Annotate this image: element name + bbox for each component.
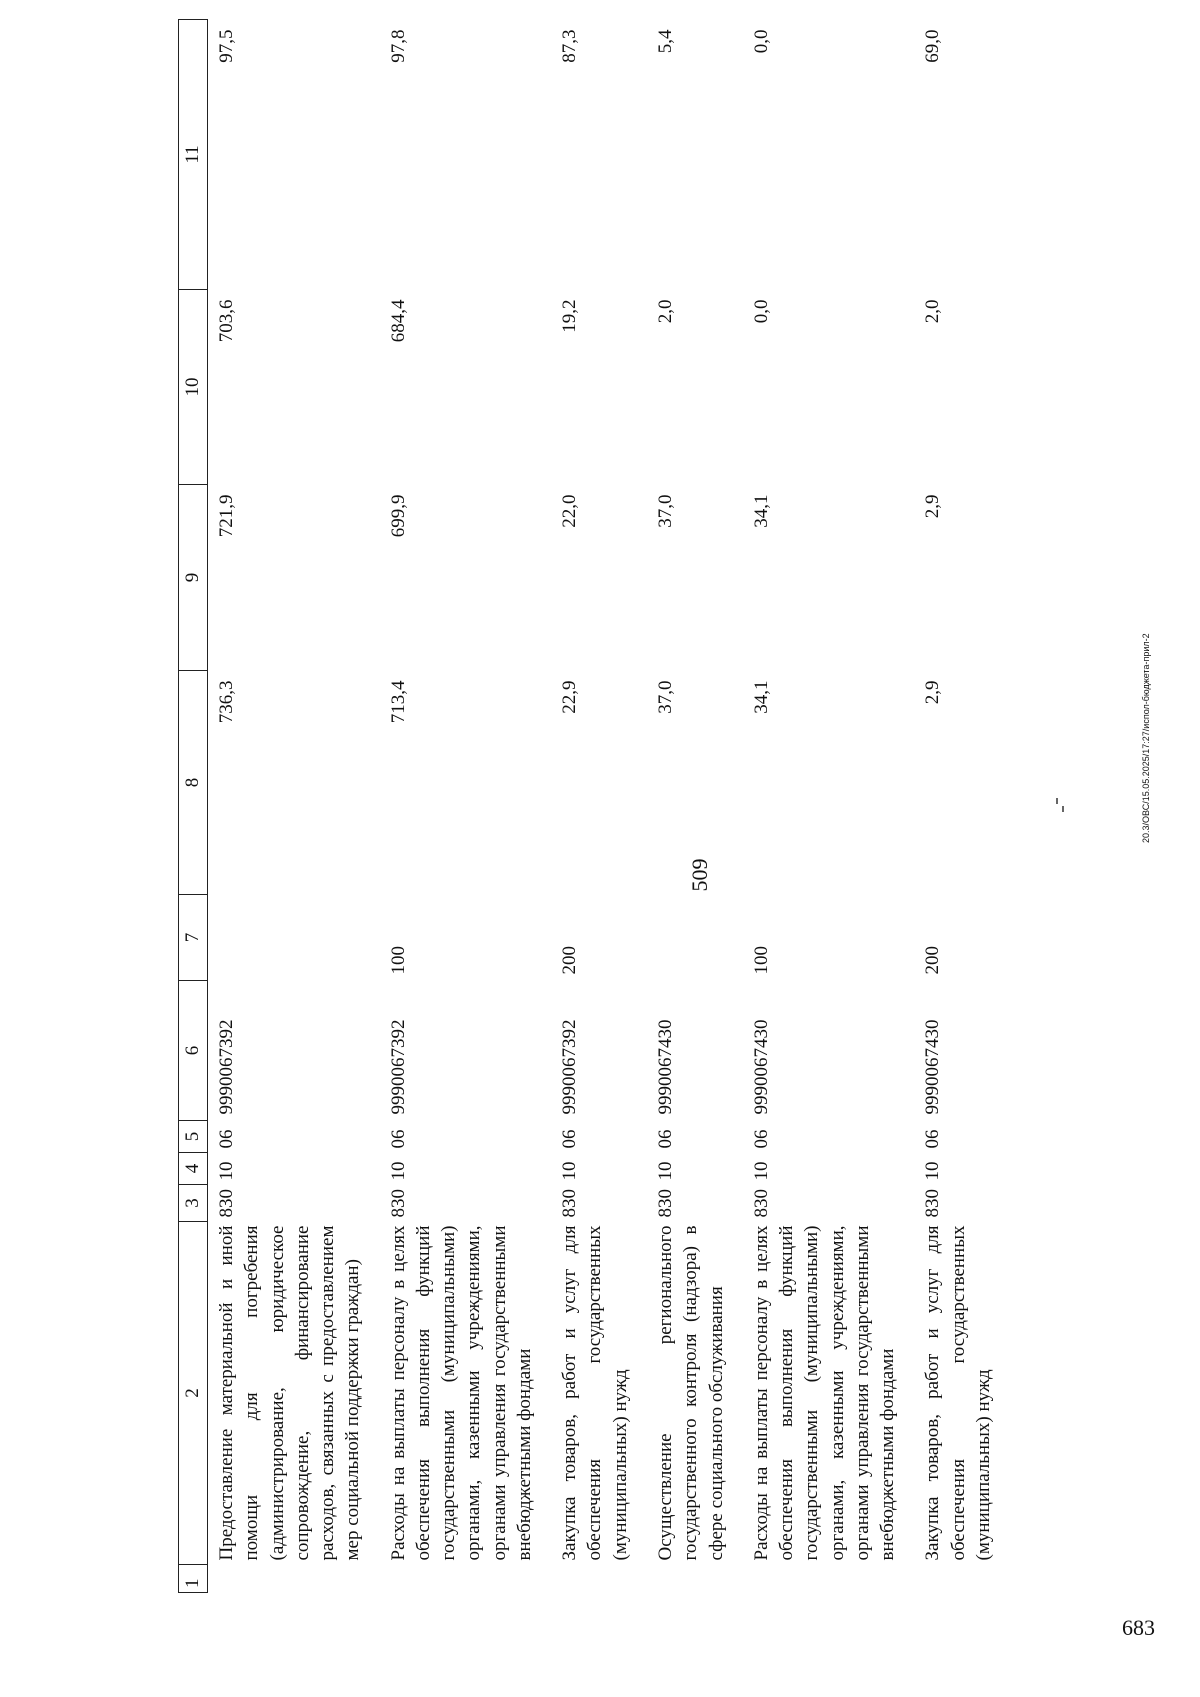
- row-value-9: 721,9: [216, 494, 237, 538]
- row-target-code: 9990067430: [654, 1019, 676, 1115]
- row-subsection: 06: [654, 1129, 676, 1149]
- footer-stamp: 20.3/ОВС/15.05.2025/17:27/испол-бюджета-прил-2: [1141, 633, 1151, 843]
- row-value-8: 2,9: [922, 680, 944, 705]
- row-value-11: 69,0: [922, 29, 944, 63]
- row-admin-code: 830: [387, 1189, 409, 1218]
- table-row: [380, 20, 552, 1593]
- row-description: Расходы на выплаты персоналу в целях обеспечения выполнения функций государственными (муниципальными) органами, казенными учреждениями, органами управления государственными внебюджетными фондами: [750, 1225, 899, 1561]
- row-value-11: 97,8: [387, 29, 409, 63]
- row-section: 10: [559, 1161, 581, 1181]
- row-subsection: 06: [387, 1129, 409, 1149]
- row-description: Предоставление материальной и иной помощи для погребения (администрирование, юридическое сопровождение, финансирование расходов, связанных с предоставлением мер социальной поддержки граждан): [216, 1225, 364, 1561]
- row-section: 10: [216, 1161, 237, 1181]
- row-value-8: 22,9: [559, 680, 581, 714]
- row-number: [380, 1565, 552, 1593]
- row-value-8: 37,0: [654, 680, 676, 714]
- row-admin-code: 830: [922, 1189, 944, 1218]
- table-header-row: [179, 20, 208, 1593]
- table-row: [208, 20, 380, 1593]
- row-subsection: 06: [559, 1129, 581, 1149]
- row-expense-type: 100: [387, 946, 409, 975]
- column-header: 4: [179, 1153, 208, 1185]
- page-number-top: 509: [687, 858, 712, 892]
- row-expense-type: [647, 895, 743, 981]
- row-subsection: 06: [922, 1129, 944, 1149]
- column-header: 1: [179, 1565, 208, 1593]
- row-value-8: 34,1: [750, 680, 772, 714]
- row-target-code: 9990067392: [216, 1019, 237, 1115]
- row-admin-code: 830: [216, 1189, 237, 1218]
- row-value-9: 34,1: [750, 494, 772, 528]
- row-value-10: 2,0: [922, 299, 944, 324]
- row-value-10: 684,4: [387, 299, 409, 343]
- table-row: [743, 20, 915, 1593]
- row-value-8: 736,3: [216, 680, 237, 724]
- row-expense-type: [208, 895, 380, 981]
- row-description: Расходы на выплаты персоналу в целях обеспечения выполнения функций государственными (муниципальными) органами, казенными учреждениями, органами управления государственными внебюджетными фондами: [387, 1225, 535, 1561]
- row-value-10: 0,0: [750, 299, 772, 324]
- table-row: [647, 20, 743, 1593]
- row-subsection: 06: [750, 1129, 772, 1149]
- budget-table: [178, 19, 1010, 1593]
- table-row: [914, 20, 1010, 1593]
- row-value-9: 22,0: [559, 494, 581, 528]
- page-number-bottom: 683: [1122, 1615, 1155, 1640]
- column-header: 10: [179, 290, 208, 485]
- row-section: 10: [922, 1161, 944, 1181]
- row-value-10: 19,2: [559, 299, 581, 333]
- table-row: [551, 20, 647, 1593]
- column-header: 9: [179, 485, 208, 671]
- row-number: [647, 1565, 743, 1593]
- row-description: Закупка товаров, работ и услуг для обеспечения государственных (муниципальных) нужд: [559, 1225, 631, 1561]
- column-header: 5: [179, 1121, 208, 1153]
- row-expense-type: 200: [922, 946, 944, 975]
- row-section: 10: [750, 1161, 772, 1181]
- scan-speck: [1062, 806, 1064, 812]
- row-section: 10: [654, 1161, 676, 1181]
- row-expense-type: 200: [559, 946, 581, 975]
- row-value-11: 5,4: [654, 29, 676, 54]
- scan-speck: [1056, 798, 1058, 804]
- row-value-10: 2,0: [654, 299, 676, 324]
- row-description: Закупка товаров, работ и услуг для обеспечения государственных (муниципальных) нужд: [922, 1225, 994, 1561]
- row-subsection: 06: [216, 1129, 237, 1149]
- row-number: [743, 1565, 915, 1593]
- row-number: [551, 1565, 647, 1593]
- row-value-10: 703,6: [216, 299, 237, 343]
- row-section: 10: [387, 1161, 409, 1181]
- row-number: [914, 1565, 1010, 1593]
- row-admin-code: 830: [559, 1189, 581, 1218]
- row-value-8: 713,4: [387, 680, 409, 724]
- column-header: 8: [179, 671, 208, 895]
- column-header: 7: [179, 895, 208, 981]
- column-header: 11: [179, 20, 208, 290]
- row-value-11: 97,5: [216, 29, 237, 63]
- row-number: [208, 1565, 380, 1593]
- column-header: 6: [179, 981, 208, 1121]
- column-header: 2: [179, 1222, 208, 1565]
- row-target-code: 9990067430: [750, 1019, 772, 1115]
- row-target-code: 9990067392: [559, 1019, 581, 1115]
- row-value-11: 0,0: [750, 29, 772, 54]
- row-value-11: 87,3: [559, 29, 581, 63]
- row-expense-type: 100: [750, 946, 772, 975]
- row-value-9: 37,0: [654, 494, 676, 528]
- row-target-code: 9990067430: [922, 1019, 944, 1115]
- row-admin-code: 830: [654, 1189, 676, 1218]
- row-value-9: 699,9: [387, 494, 409, 538]
- column-header: 3: [179, 1185, 208, 1222]
- row-target-code: 9990067392: [387, 1019, 409, 1115]
- row-value-9: 2,9: [922, 494, 944, 519]
- row-description: Осуществление регионального государственного контроля (надзора) в сфере социального обслуживания: [654, 1225, 727, 1561]
- rotated-table-container: [178, 20, 1188, 1593]
- row-admin-code: 830: [750, 1189, 772, 1218]
